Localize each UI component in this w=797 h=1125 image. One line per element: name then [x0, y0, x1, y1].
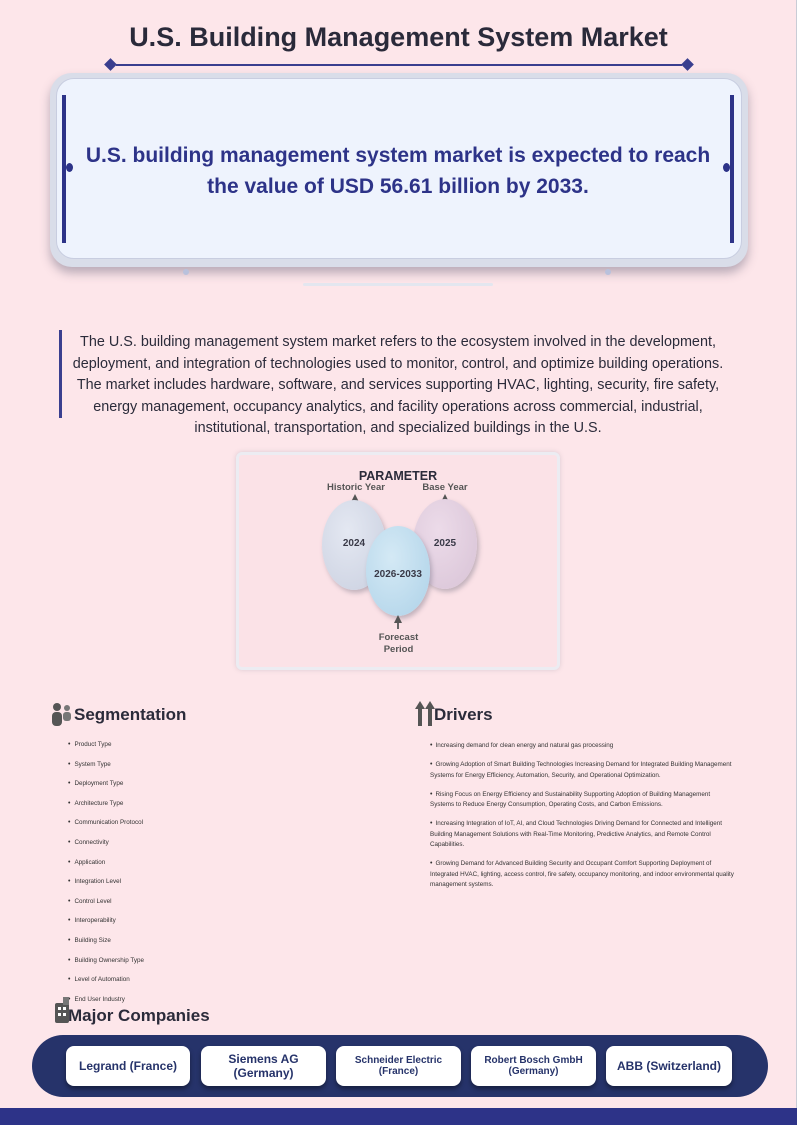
driver-item: • Growing Demand for Advanced Building Security and Occupant Comfort Supporting Deployment of Integrated HVAC, lighting, access control, fire safety, occupancy monitoring, and indoor environmental quality management systems. — [430, 859, 735, 891]
segmentation-item: • Interoperability — [68, 917, 368, 937]
drivers-heading: Drivers — [434, 705, 493, 724]
up-arrows-icon — [415, 701, 435, 726]
segmentation-item: • Level of Automation — [68, 976, 368, 996]
base-year-value: 2025 — [433, 538, 457, 549]
forecast-period-label: Forecast Period — [378, 632, 419, 655]
company-bosch: Robert Bosch GmbH (Germany) — [471, 1046, 596, 1086]
driver-item: • Growing Adoption of Smart Building Technologies Increasing Demand for Integrated Building Management Systems for Energy Efficiency, Automation, Security, and Operational Optimization. — [430, 760, 735, 781]
driver-item: • Increasing demand for clean energy and natural gas processing — [430, 741, 735, 752]
company-siemens: Siemens AG (Germany) — [201, 1046, 326, 1086]
parameter-title: PARAMETER — [358, 469, 438, 483]
historic-year-label: Historic Year — [327, 482, 385, 493]
headline-text: U.S. building management system market is expected to reach the value of USD 56.61 billion by 2033. — [85, 144, 711, 198]
parameter-card — [236, 452, 560, 670]
segmentation-item: • Integration Level — [68, 878, 368, 898]
segmentation-item: • System Type — [68, 761, 368, 781]
segmentation-item: • Deployment Type — [68, 780, 368, 800]
company-legrand: Legrand (France) — [66, 1046, 190, 1086]
driver-item: • Rising Focus on Energy Efficiency and Sustainability Supporting Adoption of Building Management Systems to Reduce Energy Consumption, Operating Costs, and Carbon Emissions. — [430, 790, 735, 811]
market-description: The U.S. building management system market refers to the ecosystem involved in the development, deployment, and integration of technologies used to monitor, control, and optimize building operations. The market includes hardware, software, and services supporting HVAC, lighting, security, fire safety, energy management, occupancy analytics, and facility operations across commercial, industrial, institutional, transportation, and specialized buildings in the U.S. — [72, 334, 724, 436]
segmentation-item: • Connectivity — [68, 839, 368, 859]
title-divider — [106, 60, 692, 70]
segmentation-item: • Application — [68, 859, 368, 879]
major-companies-heading: Major Companies — [68, 1006, 210, 1025]
decor-dot — [605, 269, 611, 275]
forecast-arrow-icon — [394, 615, 402, 623]
segmentation-item: • Control Level — [68, 898, 368, 918]
driver-item: • Increasing Integration of IoT, AI, and Cloud Technologies Driving Demand for Connected and Intelligent Building Management Solutions with Real-Time Monitoring, Predictive Analytics, and Remote Control Capabilities. — [430, 819, 735, 851]
decor-dot — [183, 269, 189, 275]
segmentation-item: • Building Size — [68, 937, 368, 957]
forecast-period-value: 2026-2033 — [374, 569, 422, 580]
segmentation-heading: Segmentation — [74, 705, 187, 724]
segmentation-item: • Product Type — [68, 741, 368, 761]
description-accent-bar — [59, 330, 62, 418]
segmentation-item: • Building Ownership Type — [68, 957, 368, 977]
base-year-label: Base Year — [422, 482, 468, 493]
historic-year-value: 2024 — [342, 538, 366, 549]
decor-line — [303, 283, 493, 286]
people-icon — [50, 702, 72, 726]
segmentation-item: • End User Industry — [68, 996, 368, 1016]
page-title: U.S. Building Management System Market — [129, 22, 668, 52]
company-abb: ABB (Switzerland) — [606, 1046, 732, 1086]
footer-band — [0, 1108, 797, 1125]
segmentation-item: • Architecture Type — [68, 800, 368, 820]
segmentation-item: • Communication Protocol — [68, 819, 368, 839]
segmentation-list — [68, 741, 368, 1015]
company-schneider: Schneider Electric (France) — [336, 1046, 461, 1086]
drivers-list — [430, 741, 735, 899]
